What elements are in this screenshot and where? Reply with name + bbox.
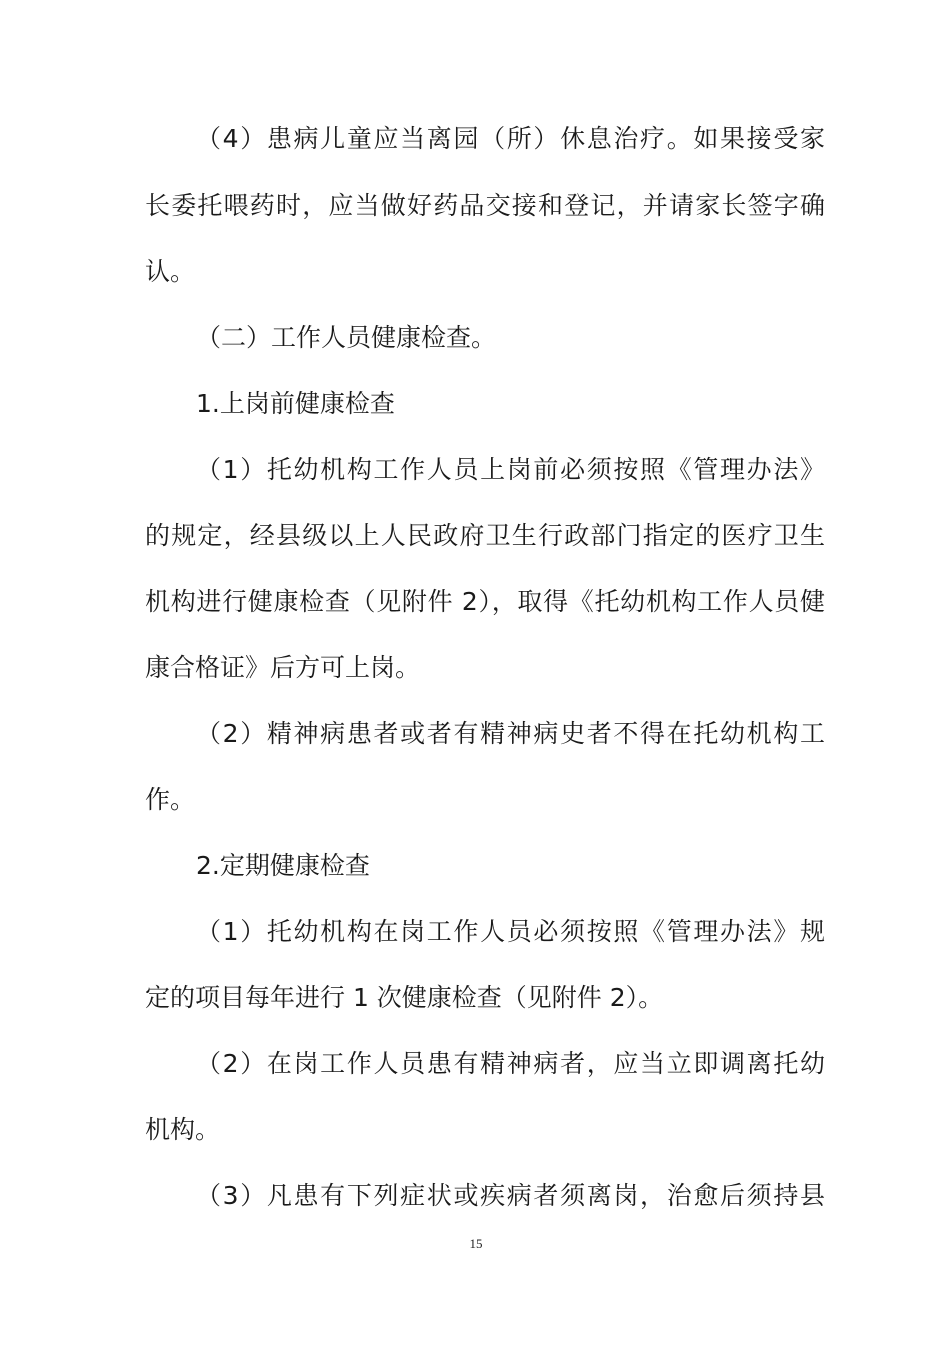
- paragraph-line: 的规定，经县级以上人民政府卫生行政部门指定的医疗卫生: [145, 521, 825, 550]
- section-heading: （二）工作人员健康检查。: [196, 323, 497, 352]
- paragraph-line: 机构进行健康检查（见附件 2），取得《托幼机构工作人员健: [145, 587, 825, 616]
- paragraph-line: （2）精神病患者或者有精神病史者不得在托幼机构工: [196, 719, 825, 748]
- paragraph-line: （1）托幼机构在岗工作人员必须按照《管理办法》规: [196, 917, 825, 946]
- paragraph-line: 认。: [145, 257, 196, 286]
- paragraph-line: 机构。: [145, 1115, 221, 1144]
- page-number: 15: [469, 1236, 483, 1251]
- paragraph-line: （1）托幼机构工作人员上岗前必须按照《管理办法》: [196, 455, 825, 484]
- paragraph-line: （2）在岗工作人员患有精神病者，应当立即调离托幼: [196, 1049, 825, 1078]
- paragraph-line: （4）患病儿童应当离园（所）休息治疗。如果接受家: [196, 124, 825, 153]
- paragraph-line: 康合格证》后方可上岗。: [145, 653, 421, 682]
- subsection-heading: 2.定期健康检查: [196, 851, 370, 880]
- subsection-heading: 1.上岗前健康检查: [196, 389, 395, 418]
- paragraph-line: 作。: [145, 785, 196, 814]
- paragraph-line: 定的项目每年进行 1 次健康检查（见附件 2）。: [145, 983, 664, 1012]
- paragraph-line: （3）凡患有下列症状或疾病者须离岗，治愈后须持县: [196, 1181, 825, 1210]
- paragraph-line: 长委托喂药时，应当做好药品交接和登记，并请家长签字确: [145, 191, 825, 220]
